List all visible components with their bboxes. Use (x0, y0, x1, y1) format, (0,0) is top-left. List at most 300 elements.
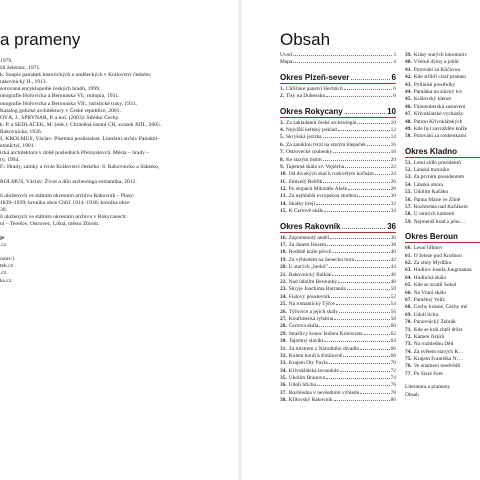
toc-entry-number: 39. (405, 52, 412, 58)
toc-entry-label: Po stopách Mikoláše Aleše (288, 186, 347, 193)
toc-entry[interactable] (405, 282, 480, 289)
toc-section-heading (405, 232, 480, 243)
toc-entry-label: Patron Křivoklátských (413, 118, 463, 125)
toc-section-page: 36 (387, 221, 396, 231)
toc-leader-dots (334, 400, 390, 401)
toc-entry[interactable] (405, 74, 480, 81)
toc-entry-label: Za prvním presidentem (413, 174, 465, 181)
toc-leader-dots (319, 326, 389, 327)
toc-entry[interactable] (280, 382, 396, 389)
toc-entry-page: 12 (390, 126, 396, 133)
toc-entry[interactable] (280, 309, 396, 316)
toc-entry-label: Ke starým tisům (286, 156, 322, 163)
toc-entry-label: Krásy starých lokomotiv (413, 52, 468, 58)
toc-entry-page: 52 (390, 293, 396, 300)
toc-entry-label: Zmizelý Řebřík (288, 178, 323, 185)
toc-entry[interactable] (280, 397, 396, 404)
toc-entry[interactable] (280, 201, 396, 208)
toc-leader-dots (347, 289, 390, 290)
toc-entry[interactable] (405, 67, 480, 74)
toc-section-label: Okres Rokycany (280, 106, 343, 116)
toc-entry-number: 19. (280, 256, 287, 263)
toc-entry-number: 30. (280, 338, 287, 345)
toc-entry[interactable] (405, 253, 480, 260)
toc-entry-label: Kde stříbří císař pramen (413, 74, 466, 81)
toc-entry-label: Rozhledna nad Kačákem (413, 204, 468, 211)
bibliography-line: ická architektura v době posledních Přemyslovců. Města – hrady – (0, 150, 150, 157)
toc-entry-page: 3 (393, 52, 396, 58)
toc-leader-dots (333, 252, 390, 253)
toc-leader-dots (351, 79, 389, 80)
toc-entry-label: Za výhledem na Senecko hora (288, 256, 355, 263)
toc-entry-number: 33. (280, 360, 287, 367)
toc-entry-page: 42 (390, 256, 396, 263)
toc-leader-dots (343, 356, 389, 357)
toc-entry-number: 14. (280, 200, 287, 207)
toc-leader-dots (344, 89, 393, 90)
toc-entry-label: Literatura a prameny (405, 384, 451, 391)
toc-entry[interactable] (405, 182, 480, 189)
toc-entry-label: Křivoklátské vycházky (413, 111, 464, 118)
bibliography-line: OVÁ, J., SPRYŇAR, P. a kol. (2003): Střední Čechy. (0, 114, 120, 121)
toc-entry-page: 74 (390, 375, 396, 382)
toc-entry[interactable] (280, 353, 396, 360)
toc-entry-number: 73. (405, 341, 412, 348)
toc-entry-page: 68 (390, 352, 396, 359)
toc-entry[interactable] (280, 294, 396, 301)
toc-entry[interactable] (405, 197, 480, 204)
toc-entry[interactable] (280, 179, 396, 186)
toc-entry-page: 14 (390, 134, 396, 141)
toc-section-heading (280, 73, 396, 84)
toc-entry-label: Rodiště krále pěvců (288, 249, 332, 256)
toc-entry[interactable] (280, 338, 396, 345)
toc-entry-label: Hudlická skála (413, 274, 446, 281)
toc-leader-dots (334, 319, 389, 320)
toc-entry-number: 61. (405, 252, 412, 259)
bibliography-line: žil železnic, 1971. (0, 65, 41, 72)
toc-entry-label: Rakovnický Balkán (288, 271, 332, 278)
toc-leader-dots (375, 174, 390, 175)
toc-entry-label: Skryje Joachima Barranda (288, 286, 346, 293)
toc-entry-label: Údolí hříchu (288, 382, 317, 389)
toc-entry[interactable] (280, 316, 396, 323)
toc-entry[interactable] (405, 59, 480, 66)
toc-entry-label: Nejvíšší keltský poklad (286, 126, 337, 133)
toc-entry[interactable] (405, 104, 480, 111)
toc-entry-number: 23. (280, 286, 287, 293)
toc-entry[interactable] (280, 52, 396, 59)
bibliography-line: oum-1 (0, 256, 15, 263)
toc-entry-label: Na Vraní skálu (413, 289, 446, 296)
toc-entry-number: 71. (405, 326, 412, 333)
toc-entry[interactable] (405, 204, 480, 211)
toc-entry-page: 40 (390, 249, 396, 256)
toc-leader-dots (355, 260, 390, 261)
contents-column-1 (280, 52, 396, 405)
toc-entry-label: Křivoklátská levandule (288, 367, 339, 374)
bibliography-line: ry, 1994. (0, 157, 20, 164)
toc-entry-label: Památka na slavný lov (413, 88, 463, 95)
toc-entry[interactable] (280, 186, 396, 193)
toc-entry[interactable] (280, 193, 396, 200)
toc-entry-label: Kouřimecká rybárna (288, 315, 334, 322)
toc-entry-page: 6 (393, 85, 396, 92)
toc-entry[interactable] (280, 164, 396, 171)
bibliography-line: ROLMUS, Václav: Život a dílo archeologa-romantika, 2012. (0, 178, 137, 185)
contents-title: Obsah (280, 30, 331, 49)
toc-entry[interactable] (405, 174, 480, 181)
toc-entry-number: 54. (405, 181, 412, 188)
toc-entry-number: 66. (405, 289, 412, 296)
toc-entry-page: 48 (390, 278, 396, 285)
toc-entry-number: 24. (280, 293, 287, 300)
toc-entry-number: 72. (405, 333, 412, 340)
toc-leader-dots (293, 62, 392, 63)
toc-entry-label: Týřovice a jejich skály (288, 308, 338, 315)
toc-entry[interactable] (280, 235, 396, 242)
toc-entry-number: 44. (405, 88, 412, 95)
toc-entry-number: 25. (280, 301, 287, 308)
toc-entry[interactable] (405, 327, 480, 334)
toc-entry-label: Kámen čistírů (413, 333, 445, 340)
toc-entry[interactable] (280, 264, 396, 271)
toc-entry-page: 70 (390, 360, 396, 367)
toc-entry[interactable] (280, 127, 396, 134)
toc-leader-dots (360, 393, 389, 394)
toc-entry-label: Fialový poustevník (288, 293, 331, 300)
toc-entry-label: Putování za roubenkami (413, 133, 467, 140)
toc-entry[interactable] (405, 189, 480, 196)
toc-entry[interactable] (405, 111, 480, 118)
toc-leader-dots (323, 182, 389, 183)
bibliography-line: ní – Terešov, Ostrovec, Lišná, město Zbiroh. (0, 220, 100, 227)
toc-section-heading (405, 147, 480, 158)
bibliography-line: k. P. a SEDLÁČEK, M. (eds.): Chráněná území ČR, svazek XIII., 2005. (0, 121, 162, 128)
toc-entry-number: 32. (280, 352, 287, 359)
toc-entry-number: 37. (280, 389, 287, 396)
toc-entry[interactable] (280, 375, 396, 382)
bibliography-line: onografie Hořovicka a Berounska VII., turistické trasy, 1931. (0, 100, 138, 107)
toc-leader-dots (338, 130, 390, 131)
toc-section-page: 6 (391, 72, 396, 82)
toc-entry-page: 76 (390, 382, 396, 389)
toc-leader-dots (345, 113, 385, 114)
toc-leader-dots (323, 137, 390, 138)
toc-entry[interactable] (405, 126, 480, 133)
toc-entry-number: 47. (405, 111, 412, 118)
toc-leader-dots (327, 245, 389, 246)
toc-entry-page: 16 (390, 141, 396, 148)
bibliography-line: ž, KROLMUS, Václav: Písemná pozůstalost. Literární archiv Památní- (0, 136, 159, 143)
toc-entry-number: 10. (280, 171, 287, 178)
toc-entry-number: 49. (405, 125, 412, 132)
toc-entry-label: U umírích kamenů (413, 211, 455, 218)
toc-entry-page: 78 (390, 389, 396, 396)
toc-entry-number: 46. (405, 103, 412, 110)
toc-entry-label: Lánská obora (413, 181, 443, 188)
toc-entry[interactable] (280, 257, 396, 264)
toc-entry-page: 46 (390, 271, 396, 278)
toc-entry[interactable] (405, 392, 480, 399)
toc-entry[interactable] (280, 242, 396, 249)
toc-entry[interactable] (280, 346, 396, 353)
toc-entry-label: Za zaniklou tvrzí na starým klepaček (286, 141, 366, 148)
toc-entry-label: Od divokých skal k rozkvětým kočkám (288, 171, 374, 178)
toc-entry-label: Hudlice Josefa Jungmanna (413, 267, 472, 274)
toc-entry-label: Kde se král chtěl držet (413, 326, 463, 333)
toc-entry[interactable] (405, 52, 480, 59)
toc-entry-label: Krajem Oty Pavla (288, 360, 328, 367)
bibliography-gap (0, 172, 236, 179)
toc-entry-number: 67. (405, 296, 412, 303)
toc-entry-number: 3. (280, 119, 285, 126)
toc-entry[interactable] (280, 368, 396, 375)
toc-entry[interactable] (405, 319, 480, 326)
toc-entry-label: Krajem Františka N… (413, 356, 462, 363)
toc-entry[interactable] (280, 390, 396, 397)
toc-entry[interactable] (405, 356, 480, 363)
toc-entry-number: 16. (280, 234, 287, 241)
toc-entry-number: 74. (405, 348, 412, 355)
toc-entry-number: 62. (405, 259, 412, 266)
toc-entry-page: 22 (390, 163, 396, 170)
toc-entry-page: 50 (390, 286, 396, 293)
toc-leader-dots (359, 196, 390, 197)
toc-entry-number: 36. (280, 382, 287, 389)
toc-entry-label: Zapomenutý anděl (288, 234, 330, 241)
toc-entry[interactable] (405, 267, 480, 274)
toc-entry[interactable] (280, 149, 396, 156)
toc-leader-dots (364, 334, 390, 335)
toc-entry[interactable] (405, 384, 480, 391)
toc-entry-number: 52. (405, 167, 412, 174)
toc-entry-number: 6. (280, 141, 285, 148)
toc-entry-label: Skryšská jezírka (286, 134, 322, 141)
toc-entry-number: 41. (405, 66, 412, 73)
toc-entry-number: 4. (280, 126, 285, 133)
toc-leader-dots (345, 167, 390, 168)
toc-leader-dots (338, 282, 390, 283)
toc-leader-dots (324, 341, 389, 342)
toc-entry-label: O železe pod Krušnou (413, 252, 462, 259)
toc-entry[interactable] (405, 334, 480, 341)
toc-leader-dots (323, 160, 390, 161)
toc-entry-label: Úvod (280, 52, 292, 58)
toc-section-label: Okres Beroun (405, 232, 458, 242)
bibliography-gap (0, 228, 236, 235)
toc-entry[interactable] (280, 120, 396, 127)
toc-leader-dots (342, 228, 385, 229)
toc-entry-number: 43. (405, 81, 412, 88)
toc-entry-number: 64. (405, 274, 412, 281)
bibliography-gap (0, 186, 236, 193)
toc-leader-dots (340, 371, 390, 372)
toc-entry-number: 13. (280, 193, 287, 200)
toc-entry-label: Kde se zrodil Sokol (413, 282, 457, 289)
toc-entry-label: Pamětný Velíz (413, 296, 445, 303)
toc-entry[interactable] (280, 86, 396, 93)
toc-entry[interactable] (280, 301, 396, 308)
toc-entry[interactable] (405, 82, 480, 89)
toc-entry-page: 10 (390, 119, 396, 126)
toc-entry-number: 77. (405, 370, 412, 377)
toc-entry-number: 21. (280, 271, 287, 278)
toc-entry[interactable] (280, 279, 396, 286)
toc-entry[interactable] (405, 211, 480, 218)
toc-entry-number: 75. (405, 356, 412, 363)
toc-entry-page: 72 (390, 367, 396, 374)
toc-entry[interactable] (280, 93, 396, 100)
bibliography-line: 1979. (0, 58, 13, 64)
toc-entry-number: 58. (405, 211, 412, 218)
toc-entry-label: Ostrovecké roubenky (286, 149, 333, 156)
toc-entry-number: 11. (280, 178, 287, 185)
toc-entry[interactable] (405, 96, 480, 103)
toc-entry[interactable] (280, 157, 396, 164)
toc-entry-label: Panovnický Žebrák (413, 319, 456, 326)
bibliography-line: sorovaná encyklopedie českých hradů, 1999. (0, 86, 101, 93)
toc-entry[interactable] (405, 119, 480, 126)
bibliography-line: F.: Hrady, zámky a tvrze Království českého: 8. Rakovnicko a Slánsko, (0, 164, 160, 171)
toc-entry-label: Letní sídlo presidentů (413, 159, 461, 166)
bibliography-line: Katalog gotické architektury v České republice, 2001. (0, 107, 121, 114)
toc-entry-number: 20. (280, 264, 287, 271)
toc-entry-label: Královský klenot (413, 96, 452, 103)
toc-entry-number: 9. (280, 163, 285, 170)
toc-leader-dots (326, 378, 390, 379)
toc-section-heading (280, 107, 396, 118)
toc-entry-label: Obsah (405, 391, 419, 398)
toc-entry-number: 34. (280, 367, 287, 374)
toc-leader-dots (293, 55, 392, 56)
toc-entry-number: 22. (280, 278, 287, 285)
toc-entry-label: Tajemná skála sv. Vojtěcha (286, 163, 345, 170)
toc-entry-label: Rozhledna v nevšedním výhledu (288, 389, 360, 396)
bibliography-line: 30. (0, 206, 7, 213)
toc-entry-page: 30 (390, 193, 396, 200)
toc-entry-number: 50. (405, 133, 412, 140)
toc-entry-page: 66 (390, 345, 396, 352)
toc-entry-page: 26 (390, 178, 396, 185)
toc-entry[interactable] (405, 167, 480, 174)
bibliography-line: onografie Hořovicka a Berounska VI., mitopia, 1931. (0, 93, 120, 100)
bibliography-line: k. Soupis památek historických a uměleckých v Království českém: (0, 72, 152, 79)
toc-entry-label: Kolem koulí k Emilovně (288, 352, 343, 359)
toc-entry-page: 56 (390, 308, 396, 315)
toc-entry-number: 18. (280, 249, 287, 256)
bibliography-line: 1839–1939; kronika obce Chříč 1914–1930; kronika obce (0, 199, 130, 206)
toc-entry-number: 5. (280, 134, 285, 141)
toc-entry-label: Údolím Kačáku (413, 189, 449, 196)
toc-entry-label: Křilovský Rakovník (288, 397, 333, 404)
toc-entry[interactable] (405, 304, 480, 311)
toc-entry[interactable] (280, 59, 396, 66)
toc-entry-page: 20 (390, 156, 396, 163)
toc-entry-number: 12. (280, 186, 287, 193)
toc-entry-label: Mapa (280, 59, 293, 66)
toc-leader-dots (329, 267, 390, 268)
toc-leader-dots (336, 304, 389, 305)
toc-entry[interactable] (405, 312, 480, 319)
toc-entry-number: 70. (405, 319, 412, 326)
toc-entry-label: Panna Marie ve Zlíně (413, 196, 461, 203)
toc-entry-page: 58 (390, 315, 396, 322)
toc-entry[interactable] (280, 142, 396, 149)
toc-entry[interactable] (405, 363, 480, 370)
toc-entry-label: Za stíny Mydlíku (413, 259, 452, 266)
toc-entry-label: Kde byl zavražděn kníže (413, 125, 468, 132)
toc-entry-page: 44 (390, 264, 396, 271)
toc-entry[interactable] (405, 349, 480, 356)
toc-entry-label: Chříčské panství šlechticů (286, 85, 343, 92)
toc-entry[interactable] (280, 249, 396, 256)
toc-entry-page: 32 (390, 200, 396, 207)
toc-section-page: 10 (387, 106, 396, 116)
bibliography-line: .cz (0, 242, 7, 249)
toc-leader-dots (330, 238, 390, 239)
toc-entry-number: 53. (405, 174, 412, 181)
toc-entry-number: 27. (280, 315, 287, 322)
toc-entry[interactable] (280, 208, 396, 215)
toc-entry-label: Skalky krejí (288, 200, 315, 207)
bibliography-line: .cz (0, 270, 7, 277)
toc-entry[interactable] (280, 134, 396, 141)
toc-entry-label: Ukolím Branova (288, 375, 325, 382)
toc-entry[interactable] (405, 290, 480, 297)
toc-entry-page: 34 (390, 208, 396, 215)
toc-entry[interactable] (280, 171, 396, 178)
toc-entry-number: 59. (405, 218, 412, 225)
bibliography-gap (0, 249, 236, 256)
toc-entry[interactable] (405, 219, 480, 226)
toc-entry[interactable] (280, 323, 396, 330)
toc-entry[interactable] (405, 297, 480, 304)
toc-entry-number: 2. (280, 93, 285, 100)
toc-entry[interactable] (280, 286, 396, 293)
toc-entry[interactable] (405, 133, 480, 140)
toc-entry[interactable] (405, 89, 480, 96)
toc-entry-label: Na rozhlednu Děd (413, 341, 454, 348)
toc-entry-label: K Čertově skále (288, 208, 324, 215)
toc-entry[interactable] (280, 360, 396, 367)
toc-entry[interactable] (405, 245, 480, 252)
toc-entry[interactable] (405, 160, 480, 167)
toc-entry-number: 63. (405, 267, 412, 274)
toc-leader-dots (317, 385, 389, 386)
toc-entry[interactable] (280, 272, 396, 279)
bibliography-line: rakovnický II., 1913. (0, 79, 48, 86)
toc-leader-dots (339, 312, 390, 313)
toc-entry-page: 80 (390, 397, 396, 404)
toc-entry-label: Na romantický Týřov (288, 301, 336, 308)
contents-column-2 (405, 52, 480, 399)
toc-entry[interactable] (405, 341, 480, 348)
toc-entry-number: 17. (280, 242, 287, 249)
toc-entry-number: 48. (405, 118, 412, 125)
toc-entry-number: 28. (280, 323, 287, 330)
toc-entry[interactable] (280, 331, 396, 338)
toc-entry-label: U starých „berků" (288, 264, 328, 271)
toc-entry[interactable] (405, 371, 480, 378)
toc-leader-dots (329, 363, 390, 364)
toc-entry-label: Včetně dýmy a jehlic (413, 59, 460, 66)
toc-entry[interactable] (405, 275, 480, 282)
toc-entry[interactable] (405, 260, 480, 267)
toc-entry-label: Za Janem Husem (288, 242, 327, 249)
toc-entry-page: 60 (390, 323, 396, 330)
toc-leader-dots (316, 204, 390, 205)
